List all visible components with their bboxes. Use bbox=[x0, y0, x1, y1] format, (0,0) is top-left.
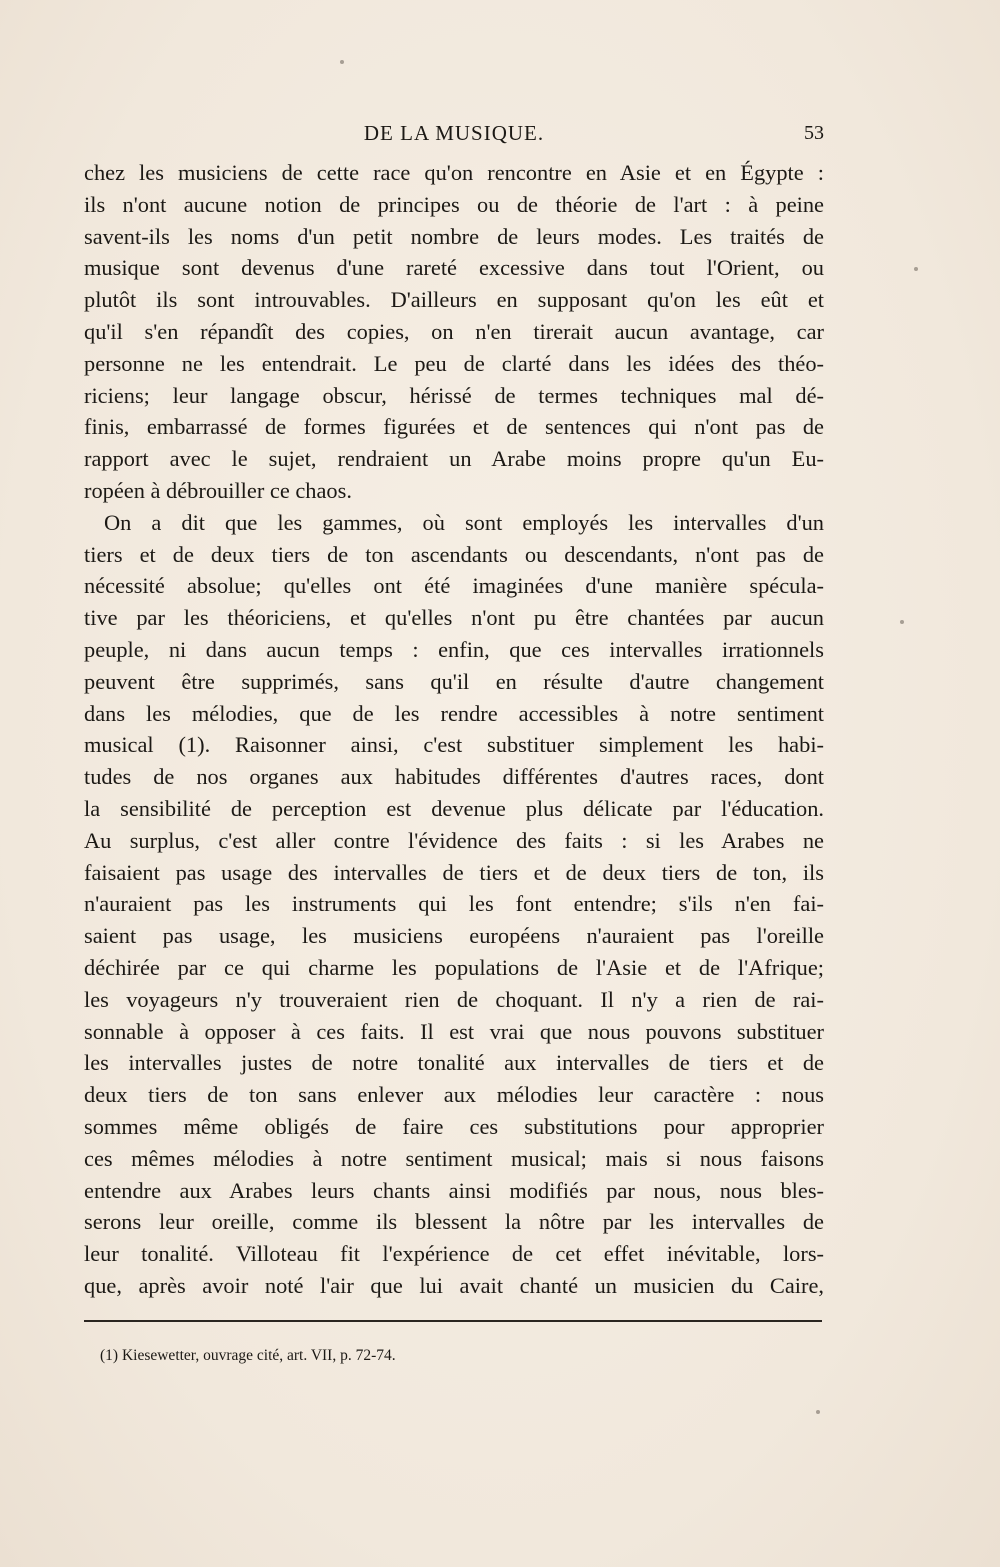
text-line: sommes même obligés de faire ces substitutions pour approprier bbox=[84, 1113, 824, 1139]
text-line: n'auraient pas les instruments qui les font entendre; s'ils n'en fai- bbox=[84, 891, 824, 917]
running-header bbox=[84, 118, 824, 148]
text-line: que, après avoir noté l'air que lui avait chanté un musicien du Caire, bbox=[84, 1272, 824, 1298]
text-line: tiers et de deux tiers de ton ascendants ou descendants, n'ont pas de bbox=[84, 541, 824, 567]
text-line: personne ne les entendrait. Le peu de clarté dans les idées des théo- bbox=[84, 350, 824, 376]
text-line: chez les musiciens de cette race qu'on rencontre en Asie et en Égypte : bbox=[84, 160, 824, 185]
text-line: peuple, ni dans aucun temps : enfin, que ces intervalles irrationnels bbox=[84, 636, 824, 662]
text-line: deux tiers de ton sans enlever aux mélodies leur caractère : nous bbox=[84, 1082, 824, 1108]
text-line: tudes de nos organes aux habitudes différentes d'autres races, dont bbox=[84, 764, 824, 790]
text-line: faisaient pas usage des intervalles de tiers et de deux tiers de ton, ils bbox=[84, 859, 824, 885]
text-line: Au surplus, c'est aller contre l'évidence des faits : si les Arabes ne bbox=[84, 827, 824, 853]
footnote-divider bbox=[84, 1320, 822, 1322]
text-line: la sensibilité de perception est devenue plus délicate par l'éducation. bbox=[84, 795, 824, 821]
text-line: finis, embarrassé de formes figurées et de sentences qui n'ont pas de bbox=[84, 414, 824, 440]
text-line: les intervalles justes de notre tonalité aux intervalles de tiers et de bbox=[84, 1050, 824, 1076]
text-line: sonnable à opposer à ces faits. Il est vrai que nous pouvons substituer bbox=[84, 1018, 824, 1044]
text-line: dans les mélodies, que de les rendre accessibles à notre sentiment bbox=[84, 700, 824, 726]
text-line: entendre aux Arabes leurs chants ainsi modifiés par nous, nous bles- bbox=[84, 1177, 824, 1203]
text-line: ropéen à débrouiller ce chaos. bbox=[84, 477, 352, 503]
text-line: musical (1). Raisonner ainsi, c'est substituer simplement les habi- bbox=[84, 732, 824, 758]
paper-speck bbox=[340, 60, 344, 64]
text-line: qu'il s'en répandît des copies, on n'en tirerait aucun avantage, car bbox=[84, 318, 824, 344]
text-line: musique sont devenus d'une rareté excessive dans tout l'Orient, ou bbox=[84, 255, 824, 281]
text-line: serons leur oreille, comme ils blessent la nôtre par les intervalles de bbox=[84, 1209, 824, 1235]
text-line: tive par les théoriciens, et qu'elles n'ont pu être chantées par aucun bbox=[84, 605, 824, 631]
page-number: 53 bbox=[804, 122, 824, 144]
text-line: rapport avec le sujet, rendraient un Arabe moins propre qu'un Eu- bbox=[84, 446, 824, 472]
body-text bbox=[84, 157, 824, 1302]
text-line: savent-ils les noms d'un petit nombre de leurs modes. Les traités de bbox=[84, 223, 824, 249]
text-line: les voyageurs n'y trouveraient rien de choquant. Il n'y a rien de rai- bbox=[84, 986, 824, 1012]
text-line: déchirée par ce qui charme les populations de l'Asie et de l'Afrique; bbox=[84, 954, 824, 980]
footnote: (1) Kiesewetter, ouvrage cité, art. VII, p. 72-74. bbox=[100, 1347, 396, 1364]
paper-speck bbox=[914, 267, 918, 271]
text-line: ils n'ont aucune notion de principes ou de théorie de l'art : à peine bbox=[84, 191, 824, 217]
text-line: leur tonalité. Villoteau fit l'expérience de cet effet inévitable, lors- bbox=[84, 1241, 824, 1267]
text-line: peuvent être supprimés, sans qu'il en résulte d'autre changement bbox=[84, 668, 824, 694]
text-line: ces mêmes mélodies à notre sentiment musical; mais si nous faisons bbox=[84, 1145, 824, 1171]
text-line: saient pas usage, les musiciens européens n'auraient pas l'oreille bbox=[84, 923, 824, 949]
paper-speck bbox=[816, 1410, 820, 1414]
text-line: nécessité absolue; qu'elles ont été imaginées d'une manière spécula- bbox=[84, 573, 824, 599]
paragraph-first-line: On a dit que les gammes, où sont employés les intervalles d'un bbox=[104, 509, 824, 535]
running-title: DE LA MUSIQUE. bbox=[363, 121, 545, 145]
text-line: riciens; leur langage obscur, hérissé de termes techniques mal dé- bbox=[84, 382, 824, 408]
paper-speck bbox=[900, 620, 904, 624]
text-line: plutôt ils sont introuvables. D'ailleurs en supposant qu'on les eût et bbox=[84, 287, 824, 313]
